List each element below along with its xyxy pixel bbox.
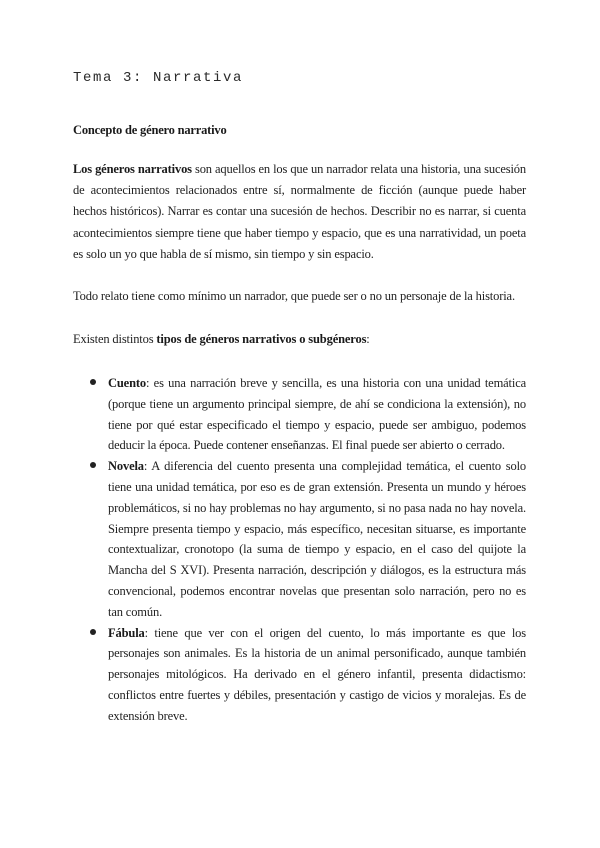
list-item-novela: [73, 456, 526, 622]
subgenres-list: [73, 373, 526, 727]
bold-lead-term: Los géneros narrativos: [73, 162, 192, 176]
subgenres-intro-lead: Existen distintos: [73, 332, 157, 346]
document-title: Tema 3: Narrativa: [73, 70, 244, 86]
paragraph-definition: [73, 159, 526, 265]
list-item-description: : A diferencia del cuento presenta una complejidad temática, el cuento solo tiene una unidad temática, por eso es de gran extensión. Presenta un mundo y héroes problemáticos, si no hay problemas no hay argumento, si no pasa nada no hay novela. Siempre presenta tiempo y espacio, más específico, necesitan situarse, es importante contextualizar, cronotopo (la suma de tiempo y espacio, en el caso del quijote la Mancha del S XVI). Presenta narración, descripción y diálogos, es la estructura más convencional, podemos encontrar novelas que presentan solo narración, pero no es tan común.: [108, 459, 526, 619]
list-item-description: : es una narración breve y sencilla, es una historia con una unidad temática (porque tiene un argumento principal siempre, de ahí se condiciona la extensión), no tiene por qué estar especificado el tiempo y espacio, puede ser ambiguo, podemos deducir la época. Puede contener enseñanzas. El final puede ser abierto o cerrado.: [108, 376, 526, 453]
list-item-fabula: [73, 623, 526, 727]
list-item-description: : tiene que ver con el origen del cuento, lo más importante es que los personajes son animales. Es la historia de un animal personificado, aunque también personajes mitológicos. Ha derivado en el género infantil, presenta didactismo: conflictos entre fuertes y débiles, presentación y castigo de vicios y moralejas. Es de extensión breve.: [108, 625, 526, 723]
list-item-term: Cuento: [108, 376, 146, 390]
list-item-term: Fábula: [108, 625, 145, 640]
bullet-icon: [90, 379, 96, 385]
paragraph-definition-text: son aquellos en los que un narrador relata una historia, una sucesión de acontecimientos relacionados entre sí, normalmente de ficción (aunque puede haber hechos históricos). Narrar es contar una sucesión de hechos. Describir no es narrar, si cuenta acontecimientos siempre tiene que haber tiempo y espacio, que es una narratividad, un poeta es solo un yo que habla de sí mismo, sin tiempo y sin espacio.: [73, 162, 526, 261]
list-item-cuento: [73, 373, 526, 456]
subgenres-intro-bold: tipos de géneros narrativos o subgéneros: [156, 332, 367, 346]
bullet-icon: [90, 629, 96, 635]
list-item-term: Novela: [108, 459, 144, 474]
subgenres-intro-tail: :: [366, 332, 370, 346]
paragraph-narrator: Todo relato tiene como mínimo un narrador, que puede ser o no un personaje de la historia.: [73, 289, 515, 303]
bullet-icon: [90, 462, 96, 468]
section-heading: Concepto de género narrativo: [73, 123, 227, 137]
paragraph-subgenres-intro: [73, 329, 526, 350]
